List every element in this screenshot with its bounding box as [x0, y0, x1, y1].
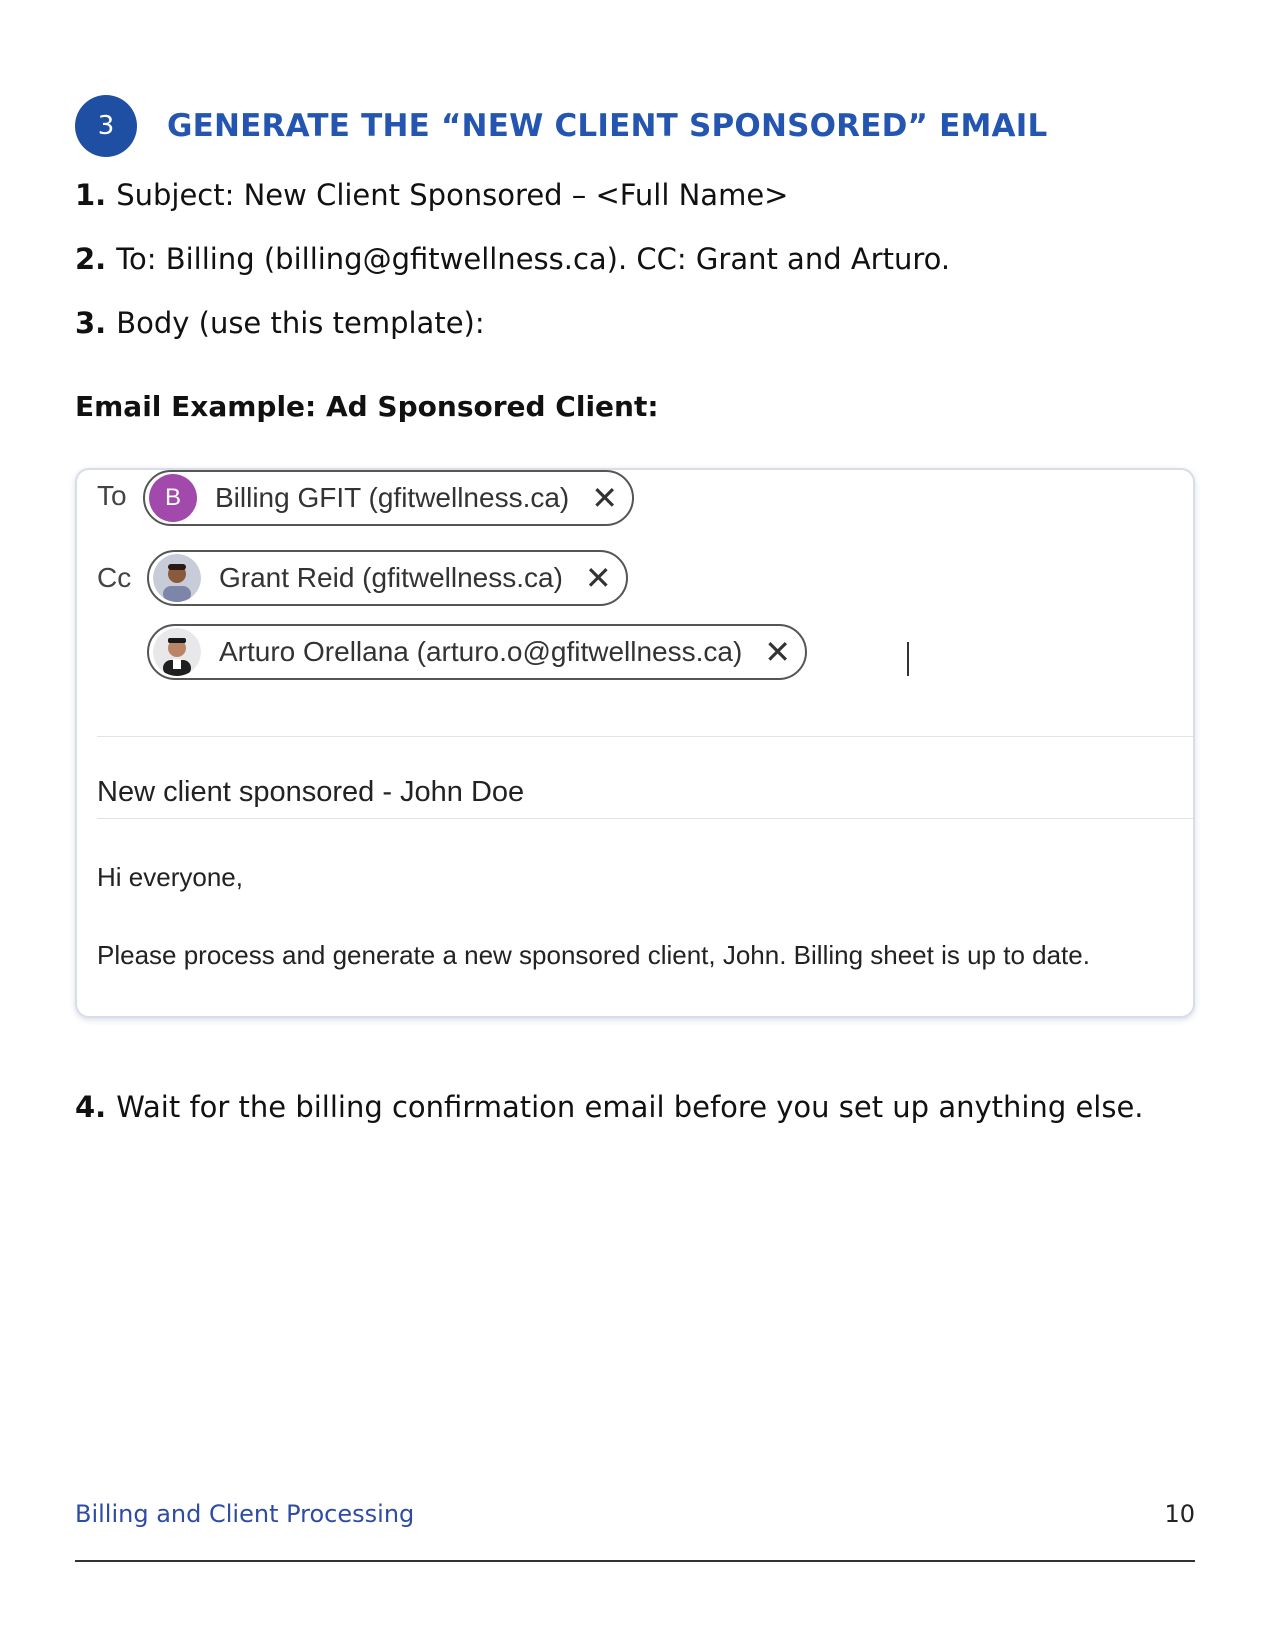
- step-number: 3.: [75, 306, 107, 340]
- step-text: To: Billing (billing@gfitwellness.ca). CC: Grant and Arturo.: [116, 242, 951, 276]
- step-item: [75, 1090, 1144, 1124]
- recipient-chip-billing[interactable]: [143, 470, 634, 526]
- divider: [97, 736, 1193, 737]
- footer-title: Billing and Client Processing: [75, 1500, 415, 1528]
- step-text: Wait for the billing confirmation email before you set up anything else.: [116, 1090, 1144, 1124]
- cc-label: Cc: [97, 562, 132, 593]
- recipient-chip-grant[interactable]: [147, 550, 628, 606]
- close-icon[interactable]: ✕: [591, 480, 619, 516]
- step-number: 1.: [75, 178, 107, 212]
- example-heading: Email Example: Ad Sponsored Client:: [75, 390, 659, 423]
- step-item: [75, 242, 1205, 306]
- step-number: 2.: [75, 242, 107, 276]
- avatar: B: [149, 474, 197, 522]
- close-icon[interactable]: ✕: [764, 634, 792, 670]
- avatar: [153, 628, 201, 676]
- steps-list: [75, 178, 1205, 370]
- avatar: [153, 554, 201, 602]
- recipient-chip-arturo[interactable]: [147, 624, 807, 680]
- email-compose-card: [75, 468, 1195, 1018]
- to-label: To: [97, 480, 127, 511]
- step-item: [75, 178, 1205, 242]
- recipient-name: Billing GFIT (gfitwellness.ca): [215, 482, 570, 513]
- section-title: GENERATE THE “NEW CLIENT SPONSORED” EMAIL: [167, 108, 1048, 144]
- email-body[interactable]: Please process and generate a new sponsored client, John. Billing sheet is up to date.: [97, 940, 1090, 970]
- text-cursor: [907, 642, 909, 676]
- email-greeting[interactable]: Hi everyone,: [97, 862, 243, 892]
- close-icon[interactable]: ✕: [584, 560, 612, 596]
- divider: [97, 818, 1193, 819]
- step-number: 4.: [75, 1090, 107, 1124]
- recipient-name: Grant Reid (gfitwellness.ca): [219, 562, 563, 593]
- step-item: [75, 306, 1205, 370]
- page-number: 10: [1164, 1500, 1195, 1528]
- section-header: [75, 95, 1047, 157]
- footer-divider: [75, 1560, 1195, 1562]
- recipient-name: Arturo Orellana (arturo.o@gfitwellness.ca): [219, 636, 743, 667]
- step-text: Subject: New Client Sponsored – <Full Name>: [116, 178, 789, 212]
- subject-field[interactable]: New client sponsored - John Doe: [97, 776, 525, 808]
- step-text: Body (use this template):: [116, 306, 485, 340]
- step-number-badge: 3: [75, 95, 137, 157]
